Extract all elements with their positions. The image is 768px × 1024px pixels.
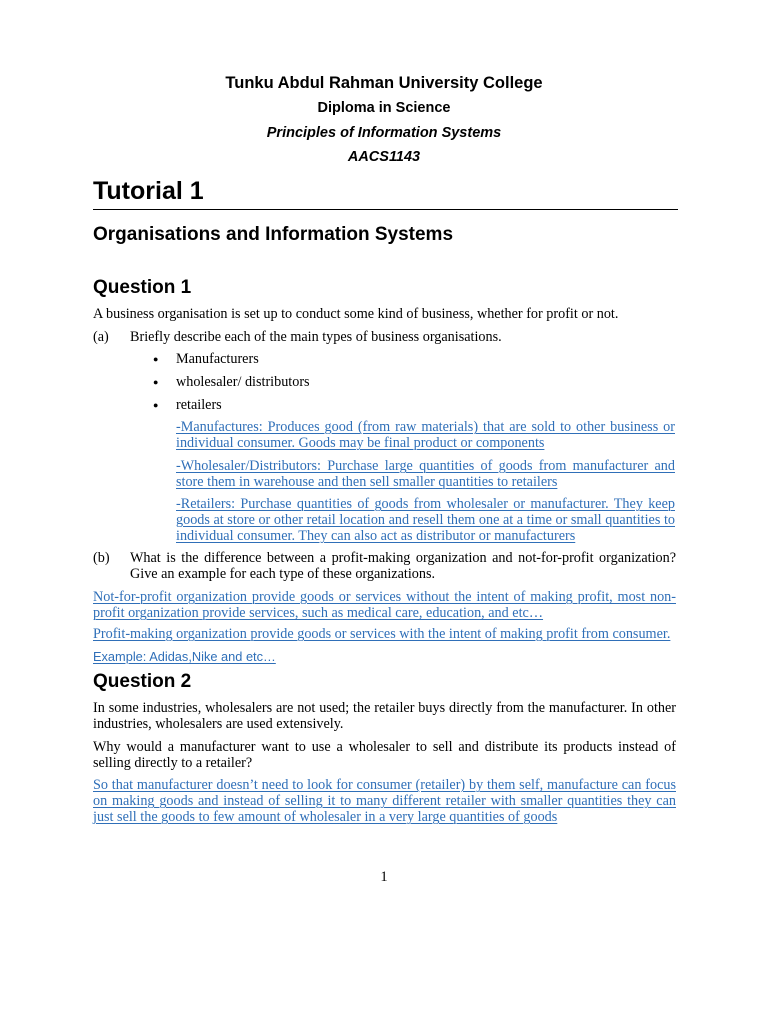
answer-wholesalers-line-2: store them in warehouse and then sell smaller quantities to retailers [176,474,558,490]
question-2-heading: Question 2 [93,671,192,692]
answer-profit: Profit-making organization provide goods or services with the intent of making profit from consumer. [93,626,671,642]
answer-manufacturers-line-1: -Manufactures: Produces good (from raw materials) that are sold to other business or [176,419,675,435]
answer-example: Example: Adidas,Nike and etc… [93,649,276,664]
question-2-text-line-1: Why would a manufacturer want to use a wholesaler to sell and distribute its products instead of [93,739,676,755]
answer-manufacturers-line-2: individual consumer. Goods may be final product or components [176,435,545,451]
answer-wholesalers-line-1: -Wholesaler/Distributors: Purchase large quantities of goods from manufacturer and [176,458,675,474]
answer-retailers-line-2: goods at store or other retail location and resell them one at a time or small quantities to [176,512,675,528]
course-name: Principles of Information Systems [266,125,502,141]
part-a-text: Briefly describe each of the main types of business organisations. [130,329,502,345]
bullet-wholesalers: wholesaler/ distributors [176,374,310,390]
tutorial-title: Tutorial 1 [93,177,204,205]
answer-retailers-line-3: individual consumer. They can also act as distributor or manufacturers [176,528,576,544]
bullet-dot: ● [153,400,159,410]
answer-nonprofit-line-1: Not-for-profit organization provide goods or services without the intent of making profit, most non- [93,589,676,605]
question-1-heading: Question 1 [93,277,192,298]
answer-q2-line-1: So that manufacturer doesn’t need to look for consumer (retailer) by them self, manufacture can focus [93,777,676,793]
part-b-label: (b) [93,550,110,566]
question-2-text-line-2: selling directly to a retailer? [93,755,253,771]
question-2-intro-line-1: In some industries, wholesalers are not used; the retailer buys directly from the manufacturer. In other [93,700,676,716]
diploma-name: Diploma in Science [317,100,451,116]
part-b-text-line-1: What is the difference between a profit-making organization and not-for-profit organization? [130,550,676,566]
bullet-dot: ● [153,377,159,387]
university-name: Tunku Abdul Rahman University College [225,74,543,92]
answer-retailers-line-1: -Retailers: Purchase quantities of goods from wholesaler or manufacturer. They keep [176,496,675,512]
answer-nonprofit-line-2: profit organization provide services, such as medical care, education, and etc… [93,605,544,621]
part-b-text-line-2: Give an example for each type of these organizations. [130,566,436,582]
answer-q2-line-2: on making goods and instead of selling it to many different retailer with smaller quantities they can [93,793,676,809]
bullet-manufacturers: Manufacturers [176,351,259,367]
part-a-label: (a) [93,329,109,345]
bullet-dot: ● [153,354,159,364]
page-number: 1 [380,869,388,885]
tutorial-subtitle: Organisations and Information Systems [93,224,454,245]
bullet-retailers: retailers [176,397,222,413]
course-code: AACS1143 [347,149,421,165]
title-rule [93,209,678,210]
answer-q2-line-3: just sell the goods to few amount of wholesaler in a very large quantities of goods [93,809,558,825]
question-1-intro: A business organisation is set up to conduct some kind of business, whether for profit or not. [93,306,619,322]
question-2-intro-line-2: industries, wholesalers are used extensively. [93,716,344,732]
